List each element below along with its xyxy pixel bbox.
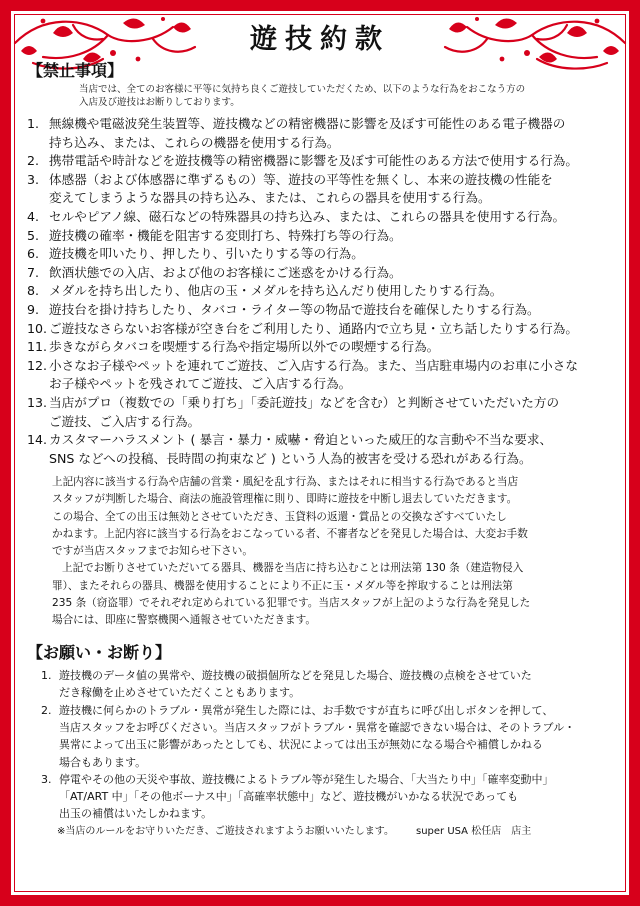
- notice-line: ですが当店スタッフまでお知らせ下さい。: [52, 545, 253, 558]
- item-text: [49, 115, 615, 152]
- item-line: SNS などへの投稿、長時間の拘束など ) という人為的被害を受ける恐れがある行為。: [49, 450, 532, 466]
- list-item: [41, 667, 615, 702]
- list-item: [27, 394, 615, 431]
- item-number: 5.: [27, 227, 40, 243]
- item-number: 8.: [27, 283, 40, 299]
- item-number: 1.: [41, 669, 52, 683]
- list-item: [27, 338, 615, 357]
- item-line: 停電やその他の天災や事故、遊技機によるトラブル等が発生した場合、「大当たり中」「確率変動中」: [59, 772, 554, 786]
- item-text: [59, 702, 615, 771]
- footer: [27, 824, 615, 840]
- item-text: [49, 245, 615, 264]
- item-line: 遊技台を掛け持ちしたり、タバコ・ライター等の物品で遊技台を確保したりする行為。: [49, 301, 540, 317]
- item-text: [49, 264, 615, 283]
- item-line: セルやピアノ線、磁石などの特殊器具の持ち込み、または、これらの器具を使用する行為。: [49, 208, 566, 224]
- notice-line: 235 条（窃盗罪）でそれぞれ定められている犯罪です。当店スタッフが上記のような行為を発見した: [52, 596, 531, 609]
- item-line: 体感器（および体感器に準ずるもの）等、遊技の平等性を無くし、本来の遊技機の性能を: [49, 171, 553, 187]
- list-item: [41, 771, 615, 823]
- item-line: 遊技機のデータ値の異常や、遊技機の破損個所などを発見した場合、遊技機の点検をさせていた: [59, 669, 532, 683]
- item-line: メダルを持ち出したり、他店の玉・メダルを持ち込んだり使用したりする行為。: [49, 283, 503, 299]
- list-item: [27, 320, 615, 339]
- notice-line: 上記内容に該当する行為や店舗の営業・風紀を乱す行為、またはそれに相当する行為であると当店: [52, 476, 519, 489]
- item-text: [59, 771, 615, 823]
- enforcement-notice: [27, 474, 615, 629]
- item-line: 当店スタッフをお呼びください。当店スタッフがトラブル・異常を確認できない場合は、そのトラブル・: [59, 721, 576, 734]
- item-number: 2.: [27, 153, 40, 169]
- list-item: [27, 227, 615, 246]
- item-line: 遊技機に何らかのトラブル・異常が発生した際には、お手数ですが直ちに呼び出しボタンを押して、: [59, 703, 554, 717]
- footer-note: ※当店のルールをお守りいただき、ご遊技されますようお願いいたします。: [57, 825, 394, 837]
- item-number: 9.: [27, 301, 40, 317]
- item-line: 持ち込み、または、これらの機器を使用する行為。: [49, 134, 340, 150]
- prohibited-heading: 【禁止事項】: [27, 61, 124, 80]
- item-text: [49, 227, 615, 246]
- item-text: [49, 171, 615, 208]
- item-line: ご遊技、ご入店する行為。: [49, 413, 201, 429]
- item-line: 飲酒状態での入店、および他のお客様にご迷惑をかける行為。: [49, 264, 402, 280]
- item-text: [49, 338, 615, 357]
- document-body: [27, 61, 615, 840]
- list-item: [27, 115, 615, 152]
- item-number: 7.: [27, 264, 40, 280]
- item-line: 遊技機の確率・機能を阻害する変則打ち、特殊打ち等の行為。: [49, 227, 402, 243]
- item-text: [49, 152, 615, 171]
- item-number: 2.: [41, 703, 52, 717]
- requests-heading: 【お願い・お断り】: [27, 643, 172, 663]
- notice-line: [52, 560, 615, 577]
- list-item: [27, 245, 615, 264]
- item-text: [49, 301, 615, 320]
- item-number: 14.: [27, 432, 48, 448]
- notice-line: スタッフが判断した場合、商法の施設管理権に則り、即時に遊技を中断し退去していただきます。: [52, 493, 518, 506]
- shop-signature: super USA 松任店 店主: [415, 825, 532, 837]
- item-line: 場合もあります。: [59, 755, 147, 769]
- list-item: [27, 282, 615, 301]
- item-number: 3.: [27, 171, 40, 187]
- prohibited-intro: [27, 83, 615, 109]
- notice-line: この場合、全ての出玉は無効とさせていただき、玉貸料の返還・賞品との交換なざすべていたし: [52, 510, 507, 523]
- item-line: 「AT/ART 中」「その他ボーナス中」「高確率状態中」など、遊技機がいかなる状況であっても: [59, 790, 519, 804]
- item-number: 4.: [27, 208, 40, 224]
- intro-line: 当店では、全てのお客様に平等に気持ち良くご遊技していただくため、以下のような行為をおこなう方の: [79, 84, 526, 95]
- item-line: だき稼働を止めさせていただくこともあります。: [59, 686, 301, 700]
- item-line: 小さなお子様やペットを連れてご遊技、ご入店する行為。また、当店駐車場内のお車に小さな: [49, 357, 578, 373]
- list-item: [27, 152, 615, 171]
- list-item: [27, 357, 615, 394]
- prohibited-list: [27, 115, 615, 468]
- item-number: 10.: [27, 320, 48, 336]
- list-item: [27, 264, 615, 283]
- item-text: [49, 357, 615, 394]
- item-number: 1.: [27, 116, 40, 131]
- item-number: 6.: [27, 246, 40, 262]
- item-text: [59, 667, 615, 702]
- list-item: [27, 171, 615, 208]
- item-line: 無線機や電磁波発生装置等、遊技機などの精密機器に影響を及ぼす可能性のある電子機器の: [49, 116, 566, 131]
- item-line: 歩きながらタバコを喫煙する行為や指定場所以外での喫煙する行為。: [49, 339, 440, 355]
- item-line: 遊技機を叩いたり、押したり、引いたりする等の行為。: [49, 246, 364, 262]
- item-line: お子様やペットを残されてご遊技、ご入店する行為。: [49, 376, 352, 392]
- item-text: [49, 208, 615, 227]
- item-line: カスタマーハラスメント ( 暴言・暴力・威嚇・脅迫といった威圧的な言動や不当な要求、: [49, 432, 553, 448]
- item-number: 3.: [41, 772, 52, 786]
- item-line: 出玉の補償はいたしかねます。: [59, 807, 213, 821]
- item-number: 12.: [27, 357, 48, 373]
- item-line: 異常によって出玉に影響があったとしても、状況によっては出玉が無効になる場合や補償しかねる: [59, 738, 543, 752]
- item-line: 携帯電話や時計などを遊技機等の精密機器に影響を及ぼす可能性のある方法で使用する行為。: [49, 153, 578, 169]
- notice-line: 罪）、またそれらの器具、機器を使用することにより不正に玉・メダル等を搾取することは刑法第: [52, 579, 513, 592]
- item-text: [49, 320, 615, 339]
- item-line: 変えてしまうような器具の持ち込み、または、これらの器具を使用する行為。: [49, 190, 491, 206]
- intro-line: 入店及び遊技はお断りしております。: [79, 97, 240, 108]
- notice-line: かねます。上記内容に該当する行為をおこなっている者、不審者などを発見した場合は、大変お手数: [52, 527, 528, 540]
- requests-list: [27, 667, 615, 823]
- item-text: [49, 394, 615, 431]
- item-line: ご遊技なさらないお客様が空き台をご利用したり、通路内で立ち見・立ち話したりする行為。: [49, 320, 578, 336]
- list-item: [27, 208, 615, 227]
- notice-text: 上記でお断りさせていただいてる器具、機器を当店に持ち込むことは刑法第 130 条（建造物侵入: [62, 562, 524, 575]
- page-title: 遊技約款: [250, 24, 390, 55]
- item-line: 当店がプロ（複数での「乗り打ち」「委託遊技」などを含む）と判断させていただいた方の: [49, 394, 560, 410]
- list-item: [41, 702, 615, 771]
- item-text: [49, 431, 615, 468]
- item-text: [49, 282, 615, 301]
- item-number: 13.: [27, 394, 48, 410]
- notice-line: 場合には、即座に警察機関へ通報させていただきます。: [52, 613, 316, 626]
- list-item: [27, 431, 615, 468]
- list-item: [27, 301, 615, 320]
- item-number: 11.: [27, 339, 48, 355]
